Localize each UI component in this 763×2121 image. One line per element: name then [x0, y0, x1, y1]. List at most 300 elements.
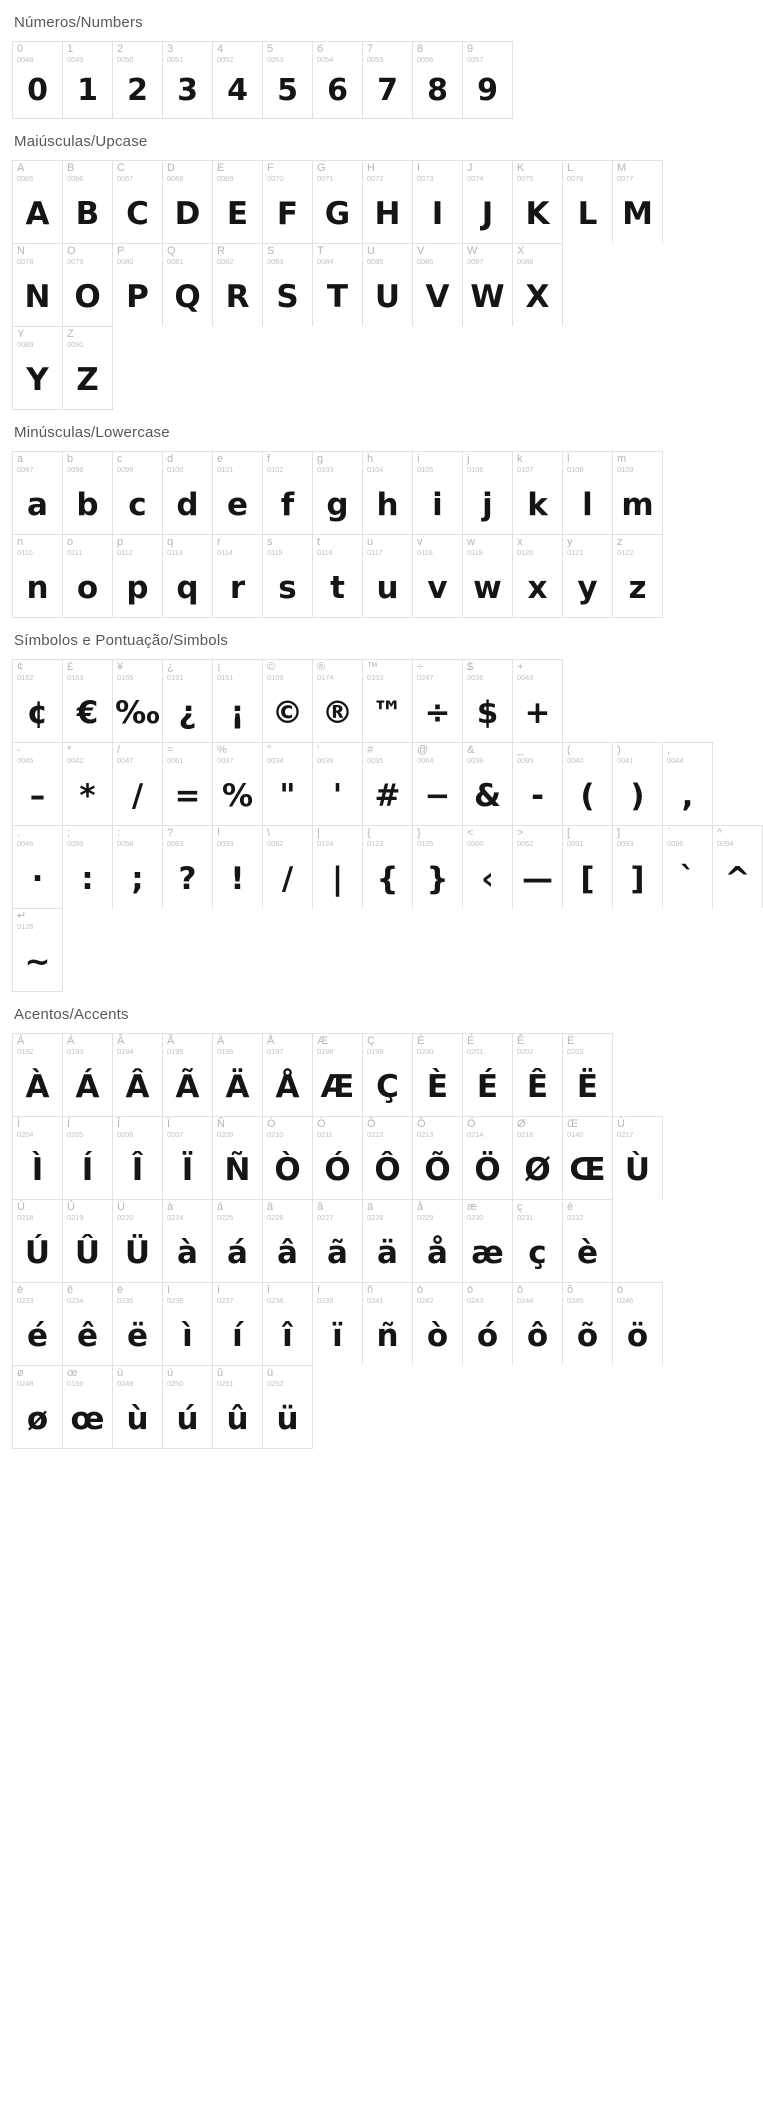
glyph-preview: * — [79, 778, 96, 814]
glyph-cell[interactable] — [13, 1366, 63, 1448]
glyph-code-label: 0252 — [267, 1378, 284, 1388]
glyph-cell[interactable] — [613, 743, 663, 825]
glyph-cell[interactable] — [163, 1366, 213, 1448]
glyph-cell[interactable] — [13, 1283, 63, 1365]
glyph-cell[interactable] — [13, 244, 63, 326]
glyph-char-label: Å — [267, 1035, 275, 1047]
glyph-cell[interactable] — [363, 1117, 413, 1199]
glyph-cell[interactable] — [13, 1200, 63, 1282]
glyph-cell[interactable] — [713, 826, 763, 908]
glyph-preview: V — [425, 279, 450, 315]
glyph-cell[interactable] — [463, 42, 513, 118]
glyph-cell[interactable] — [263, 1283, 313, 1365]
glyph-meta — [517, 828, 533, 847]
glyph-char-label: 6 — [317, 43, 324, 55]
glyph-code-label: 0036 — [467, 672, 484, 682]
glyph-cell[interactable] — [163, 743, 213, 825]
glyph-cell[interactable] — [313, 1117, 363, 1199]
glyph-cell[interactable] — [413, 161, 463, 243]
glyph-cell[interactable] — [363, 1034, 413, 1116]
glyph-cell[interactable] — [63, 535, 113, 617]
glyph-char-label: Ù — [617, 1118, 625, 1130]
glyph-cell[interactable] — [463, 244, 513, 326]
glyph-cell[interactable] — [513, 1117, 563, 1199]
glyph-cell[interactable] — [163, 826, 213, 908]
glyph-code-label: 0217 — [617, 1129, 634, 1139]
glyph-cell[interactable] — [213, 743, 263, 825]
glyph-preview: é — [26, 1318, 49, 1354]
glyph-cell[interactable] — [413, 1034, 463, 1116]
glyph-char-label: $ — [467, 661, 474, 673]
glyph-cell[interactable] — [113, 452, 163, 534]
glyph-code-label: 0153 — [367, 672, 384, 682]
glyph-preview: " — [279, 778, 296, 814]
glyph-cell[interactable] — [413, 244, 463, 326]
glyph-cell[interactable] — [213, 452, 263, 534]
glyph-cell[interactable] — [413, 826, 463, 908]
glyph-code-label: 0071 — [317, 173, 334, 183]
glyph-cell[interactable] — [63, 244, 113, 326]
glyph-meta — [117, 163, 133, 182]
glyph-cell[interactable] — [113, 42, 163, 118]
section-lowercase — [0, 410, 661, 618]
glyph-cell[interactable] — [13, 327, 63, 409]
glyph-cell[interactable] — [13, 1034, 63, 1116]
glyph-preview: ‰ — [115, 695, 160, 731]
glyph-cell[interactable] — [63, 743, 113, 825]
section-title: Símbolos e Pontuação/Simbols — [14, 632, 229, 649]
glyph-cell[interactable] — [63, 1034, 113, 1116]
glyph-code-label: 0210 — [267, 1129, 284, 1139]
glyph-cell[interactable] — [313, 743, 363, 825]
glyph-cell[interactable] — [463, 1034, 513, 1116]
glyph-cell[interactable] — [163, 1200, 213, 1282]
glyph-cell[interactable] — [213, 1117, 263, 1199]
glyph-cell[interactable] — [13, 1117, 63, 1199]
glyph-cell[interactable] — [113, 1366, 163, 1448]
glyph-code-label: 0249 — [117, 1378, 134, 1388]
glyph-preview: i — [432, 487, 443, 523]
glyph-preview: 2 — [127, 73, 148, 108]
glyph-grid — [0, 160, 661, 410]
glyph-cell[interactable] — [313, 161, 363, 243]
glyph-cell[interactable] — [163, 1034, 213, 1116]
glyph-char-label: ↵ — [17, 910, 27, 922]
glyph-cell[interactable] — [613, 452, 663, 534]
glyph-preview: ä — [377, 1235, 398, 1271]
glyph-cell[interactable] — [263, 1117, 313, 1199]
glyph-preview: N — [24, 279, 51, 315]
glyph-cell[interactable] — [263, 1200, 313, 1282]
glyph-cell[interactable] — [363, 1200, 413, 1282]
glyph-cell[interactable] — [113, 161, 163, 243]
glyph-cell[interactable] — [363, 535, 413, 617]
glyph-cell[interactable] — [263, 244, 313, 326]
glyph-preview: A — [25, 196, 50, 232]
glyph-char-label: ) — [617, 744, 621, 756]
glyph-cell[interactable] — [163, 660, 213, 742]
glyph-cell[interactable] — [213, 1366, 263, 1448]
glyph-row — [12, 1365, 313, 1449]
glyph-preview: : — [81, 861, 94, 897]
glyph-cell[interactable] — [163, 42, 213, 118]
glyph-meta — [67, 537, 82, 556]
glyph-meta — [67, 1285, 83, 1304]
glyph-cell[interactable] — [63, 1200, 113, 1282]
glyph-char-label: _ — [517, 744, 524, 756]
glyph-cell[interactable] — [113, 535, 163, 617]
glyph-code-label: 0244 — [517, 1295, 534, 1305]
glyph-char-label: > — [517, 827, 524, 839]
glyph-cell[interactable] — [313, 1283, 363, 1365]
glyph-char-label: y — [567, 536, 573, 548]
glyph-cell[interactable] — [313, 660, 363, 742]
glyph-preview: T — [326, 279, 349, 315]
glyph-cell[interactable] — [113, 660, 163, 742]
glyph-meta — [317, 1119, 333, 1138]
glyph-cell[interactable] — [463, 1200, 513, 1282]
glyph-cell[interactable] — [163, 1117, 213, 1199]
glyph-cell[interactable] — [413, 452, 463, 534]
glyph-cell[interactable] — [663, 743, 713, 825]
glyph-preview: 5 — [277, 73, 298, 108]
glyph-cell[interactable] — [213, 826, 263, 908]
glyph-cell[interactable] — [463, 535, 513, 617]
glyph-cell[interactable] — [513, 161, 563, 243]
glyph-code-label: 0243 — [467, 1295, 484, 1305]
glyph-char-label: R — [217, 245, 225, 257]
glyph-meta — [117, 745, 133, 764]
glyph-cell[interactable] — [463, 660, 513, 742]
glyph-char-label: À — [17, 1035, 25, 1047]
glyph-cell[interactable] — [513, 452, 563, 534]
glyph-meta — [17, 44, 33, 63]
glyph-cell[interactable] — [363, 161, 413, 243]
glyph-meta — [217, 662, 233, 681]
glyph-meta — [617, 1285, 633, 1304]
glyph-cell[interactable] — [313, 1200, 363, 1282]
glyph-cell[interactable] — [313, 244, 363, 326]
glyph-preview: 4 — [227, 73, 248, 108]
glyph-cell[interactable] — [513, 1034, 563, 1116]
glyph-cell[interactable] — [513, 535, 563, 617]
section-upcase — [0, 119, 661, 410]
glyph-code-label: 0105 — [417, 464, 434, 474]
glyph-char-label: p — [117, 536, 124, 548]
glyph-cell[interactable] — [263, 743, 313, 825]
glyph-preview: ‹ — [481, 861, 494, 897]
glyph-cell[interactable] — [413, 743, 463, 825]
glyph-char-label: Ü — [117, 1201, 125, 1213]
glyph-code-label: 0038 — [467, 755, 484, 765]
glyph-cell[interactable] — [313, 42, 363, 118]
glyph-cell[interactable] — [463, 826, 513, 908]
glyph-preview: E — [226, 196, 249, 232]
glyph-char-label: C — [117, 162, 125, 174]
glyph-cell[interactable] — [363, 452, 413, 534]
glyph-meta — [217, 44, 233, 63]
glyph-meta — [17, 911, 33, 930]
glyph-cell[interactable] — [163, 161, 213, 243]
glyph-cell[interactable] — [513, 660, 563, 742]
glyph-cell[interactable] — [113, 1283, 163, 1365]
glyph-cell[interactable] — [13, 161, 63, 243]
glyph-code-label: 0087 — [467, 256, 484, 266]
glyph-cell[interactable] — [313, 826, 363, 908]
glyph-char-label: Á — [67, 1035, 75, 1047]
glyph-cell[interactable] — [563, 161, 613, 243]
glyph-char-label: * — [67, 744, 72, 756]
glyph-cell[interactable] — [213, 1283, 263, 1365]
glyph-cell[interactable] — [313, 535, 363, 617]
glyph-cell[interactable] — [213, 42, 263, 118]
glyph-cell[interactable] — [263, 1366, 313, 1448]
glyph-char-label: á — [217, 1201, 224, 1213]
glyph-cell[interactable] — [13, 909, 63, 991]
glyph-preview: î — [282, 1318, 293, 1354]
glyph-cell[interactable] — [413, 1200, 463, 1282]
glyph-cell[interactable] — [563, 452, 613, 534]
glyph-preview: ) — [630, 778, 645, 814]
glyph-meta — [267, 1036, 283, 1055]
glyph-char-label: 4 — [217, 43, 224, 55]
glyph-preview: y — [577, 570, 598, 606]
glyph-char-label: K — [517, 162, 525, 174]
glyph-preview: - — [531, 778, 544, 814]
glyph-cell[interactable] — [563, 1034, 613, 1116]
glyph-preview: F — [276, 196, 299, 232]
glyph-meta — [217, 1119, 233, 1138]
glyph-preview: ; — [131, 861, 144, 897]
glyph-code-label: 0234 — [67, 1295, 84, 1305]
glyph-cell[interactable] — [213, 1200, 263, 1282]
glyph-cell[interactable] — [563, 1283, 613, 1365]
glyph-cell[interactable] — [463, 161, 513, 243]
glyph-preview: x — [527, 570, 548, 606]
glyph-char-label: ê — [67, 1284, 74, 1296]
glyph-char-label: 0 — [17, 43, 24, 55]
glyph-cell[interactable] — [13, 452, 63, 534]
glyph-cell[interactable] — [563, 743, 613, 825]
glyph-cell[interactable] — [263, 660, 313, 742]
glyph-preview: à — [177, 1235, 198, 1271]
glyph-preview: # — [374, 778, 401, 814]
glyph-cell[interactable] — [363, 1283, 413, 1365]
glyph-cell[interactable] — [663, 826, 713, 908]
glyph-cell[interactable] — [63, 1366, 113, 1448]
glyph-cell[interactable] — [313, 1034, 363, 1116]
glyph-cell[interactable] — [63, 42, 113, 118]
glyph-char-label: L — [567, 162, 574, 174]
glyph-cell[interactable] — [213, 660, 263, 742]
glyph-char-label: Ë — [567, 1035, 575, 1047]
glyph-cell[interactable] — [163, 535, 213, 617]
glyph-cell[interactable] — [63, 660, 113, 742]
glyph-cell[interactable] — [63, 1117, 113, 1199]
glyph-cell[interactable] — [263, 826, 313, 908]
glyph-cell[interactable] — [513, 743, 563, 825]
glyph-cell[interactable] — [613, 826, 663, 908]
glyph-cell[interactable] — [563, 1117, 613, 1199]
glyph-cell[interactable] — [563, 1200, 613, 1282]
glyph-code-label: 0054 — [317, 54, 334, 64]
glyph-cell[interactable] — [213, 161, 263, 243]
glyph-cell[interactable] — [463, 1117, 513, 1199]
glyph-cell[interactable] — [413, 1283, 463, 1365]
glyph-cell[interactable] — [513, 1200, 563, 1282]
glyph-cell[interactable] — [63, 826, 113, 908]
glyph-cell[interactable] — [513, 826, 563, 908]
glyph-cell[interactable] — [413, 660, 463, 742]
glyph-meta — [67, 1368, 83, 1387]
glyph-code-label: 0040 — [567, 755, 584, 765]
glyph-char-label: & — [467, 744, 475, 756]
glyph-code-label: 0072 — [367, 173, 384, 183]
glyph-code-label: 0126 — [17, 921, 34, 931]
glyph-meta — [267, 828, 283, 847]
glyph-meta — [17, 662, 33, 681]
glyph-code-label: 0075 — [517, 173, 534, 183]
glyph-grid — [0, 659, 751, 992]
glyph-cell[interactable] — [613, 1117, 663, 1199]
glyph-meta — [367, 44, 383, 63]
glyph-cell[interactable] — [113, 1034, 163, 1116]
glyph-char-label: [ — [567, 827, 571, 839]
glyph-cell[interactable] — [13, 743, 63, 825]
glyph-cell[interactable] — [413, 42, 463, 118]
glyph-cell[interactable] — [113, 1117, 163, 1199]
glyph-cell[interactable] — [363, 660, 413, 742]
glyph-meta — [617, 745, 633, 764]
glyph-cell[interactable] — [263, 42, 313, 118]
glyph-meta — [367, 745, 383, 764]
glyph-meta — [217, 1285, 233, 1304]
glyph-row — [12, 534, 663, 618]
glyph-code-label: 0124 — [317, 838, 334, 848]
glyph-preview: œ — [70, 1401, 105, 1437]
glyph-cell[interactable] — [363, 244, 413, 326]
glyph-cell[interactable] — [13, 826, 63, 908]
glyph-preview: G — [324, 196, 351, 232]
glyph-cell[interactable] — [13, 660, 63, 742]
glyph-code-label: 0033 — [217, 838, 234, 848]
glyph-cell[interactable] — [163, 1283, 213, 1365]
section-numbers — [0, 0, 661, 119]
glyph-code-label: 0067 — [117, 173, 134, 183]
glyph-cell[interactable] — [313, 452, 363, 534]
glyph-cell[interactable] — [263, 535, 313, 617]
glyph-cell[interactable] — [263, 161, 313, 243]
glyph-preview: / — [281, 861, 294, 897]
glyph-char-label: 1 — [67, 43, 74, 55]
glyph-meta — [17, 1285, 33, 1304]
glyph-char-label: v — [417, 536, 423, 548]
glyph-cell[interactable] — [113, 826, 163, 908]
glyph-preview: R — [225, 279, 250, 315]
glyph-meta — [217, 1202, 233, 1221]
glyph-row — [12, 659, 563, 742]
glyph-meta — [467, 1202, 483, 1221]
glyph-preview: © — [272, 695, 303, 731]
glyph-code-label: 0225 — [217, 1212, 234, 1222]
glyph-cell[interactable] — [363, 42, 413, 118]
glyph-cell[interactable] — [463, 1283, 513, 1365]
glyph-cell[interactable] — [363, 743, 413, 825]
glyph-char-label: q — [167, 536, 174, 548]
glyph-cell[interactable] — [63, 1283, 113, 1365]
glyph-cell[interactable] — [213, 535, 263, 617]
glyph-cell[interactable] — [563, 535, 613, 617]
glyph-cell[interactable] — [463, 743, 513, 825]
glyph-char-label: N — [17, 245, 25, 257]
glyph-cell[interactable] — [513, 1283, 563, 1365]
glyph-cell[interactable] — [613, 1283, 663, 1365]
glyph-preview: j — [482, 487, 493, 523]
glyph-cell[interactable] — [113, 743, 163, 825]
glyph-meta — [417, 1036, 433, 1055]
glyph-code-label: 0058 — [117, 838, 134, 848]
glyph-cell[interactable] — [613, 161, 663, 243]
glyph-meta — [567, 1036, 583, 1055]
glyph-cell[interactable] — [363, 826, 413, 908]
glyph-cell[interactable] — [263, 1034, 313, 1116]
glyph-grid — [0, 41, 661, 119]
glyph-cell[interactable] — [63, 452, 113, 534]
glyph-meta — [67, 828, 83, 847]
glyph-meta — [617, 1119, 633, 1138]
glyph-meta — [567, 454, 583, 473]
glyph-cell[interactable] — [563, 826, 613, 908]
glyph-cell[interactable] — [613, 535, 663, 617]
glyph-cell[interactable] — [163, 452, 213, 534]
glyph-row — [12, 1282, 663, 1365]
glyph-cell[interactable] — [413, 535, 463, 617]
glyph-code-label: 0174 — [317, 672, 334, 682]
glyph-cell[interactable] — [413, 1117, 463, 1199]
glyph-cell[interactable] — [263, 452, 313, 534]
glyph-cell[interactable] — [13, 535, 63, 617]
glyph-cell[interactable] — [213, 1034, 263, 1116]
glyph-meta — [367, 246, 383, 265]
glyph-cell[interactable] — [113, 1200, 163, 1282]
glyph-code-label: 0107 — [517, 464, 534, 474]
glyph-code-label: 0095 — [517, 755, 534, 765]
glyph-char-label: Q — [167, 245, 176, 257]
glyph-cell[interactable] — [163, 244, 213, 326]
glyph-code-label: 0209 — [217, 1129, 234, 1139]
glyph-preview: z — [628, 570, 647, 606]
glyph-code-label: 0045 — [17, 755, 34, 765]
glyph-preview: H — [374, 196, 401, 232]
glyph-char-label: U — [367, 245, 375, 257]
glyph-cell[interactable] — [463, 452, 513, 534]
glyph-preview: û — [226, 1401, 249, 1437]
glyph-row — [12, 451, 663, 534]
glyph-meta — [417, 828, 433, 847]
glyph-cell[interactable] — [13, 42, 63, 118]
glyph-char-label: ì — [167, 1284, 171, 1296]
glyph-preview: — — [522, 861, 553, 897]
glyph-cell[interactable] — [113, 244, 163, 326]
glyph-preview: O — [74, 279, 101, 315]
glyph-code-label: 0204 — [17, 1129, 34, 1139]
glyph-preview: Q — [174, 279, 201, 315]
glyph-cell[interactable] — [63, 161, 113, 243]
glyph-cell[interactable] — [63, 327, 113, 409]
glyph-code-label: 0216 — [517, 1129, 534, 1139]
glyph-cell[interactable] — [513, 244, 563, 326]
glyph-cell[interactable] — [213, 244, 263, 326]
